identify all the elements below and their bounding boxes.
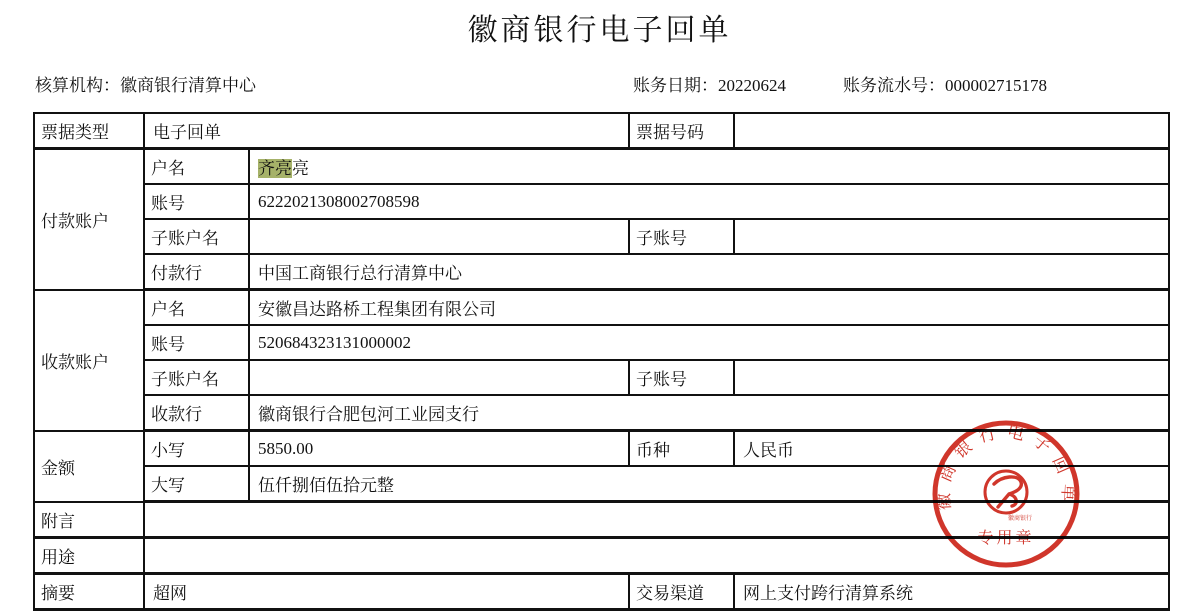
table-row-payee-account bbox=[34, 325, 1169, 360]
payee-name-label: 户名 bbox=[144, 290, 249, 326]
table-row-payee-name bbox=[34, 290, 1169, 326]
summary-value: 超网 bbox=[144, 574, 629, 610]
postscript-label: 附言 bbox=[34, 502, 144, 538]
payee-bank-label: 收款行 bbox=[144, 395, 249, 431]
payer-subname-label: 子账户名 bbox=[144, 219, 249, 254]
table-row-payer-subaccount bbox=[34, 219, 1169, 254]
payer-subaccount-label: 子账号 bbox=[629, 219, 734, 254]
table-row-bill-type bbox=[34, 113, 1169, 149]
table-row-payee-subaccount bbox=[34, 360, 1169, 395]
table-row-summary bbox=[34, 574, 1169, 610]
purpose-label: 用途 bbox=[34, 538, 144, 574]
payer-account-label: 账号 bbox=[144, 184, 249, 219]
table-row-payer-account bbox=[34, 184, 1169, 219]
amount-lower-value: 5850.00 bbox=[249, 431, 629, 467]
amount-lower-label: 小写 bbox=[144, 431, 249, 467]
receipt-table bbox=[33, 112, 1170, 611]
table-row-purpose bbox=[34, 538, 1169, 574]
accounting-org bbox=[35, 71, 256, 96]
table-row-postscript bbox=[34, 502, 1169, 538]
payee-bank-value: 徽商银行合肥包河工业园支行 bbox=[249, 395, 1169, 431]
purpose-value bbox=[144, 538, 1169, 574]
page-title: 徽商银行电子回单 bbox=[467, 14, 732, 47]
table-row-payee-bank bbox=[34, 395, 1169, 431]
payee-subname-value bbox=[249, 360, 629, 395]
accounting-serial-label: 账务流水号： bbox=[843, 76, 945, 95]
payer-section-label: 付款账户 bbox=[34, 149, 144, 290]
payer-bank-value: 中国工商银行总行清算中心 bbox=[249, 254, 1169, 290]
payee-account-value: 520684323131000002 bbox=[249, 325, 1169, 360]
payee-subname-label: 子账户名 bbox=[144, 360, 249, 395]
payee-name-value: 安徽昌达路桥工程集团有限公司 bbox=[249, 290, 1169, 326]
accounting-serial bbox=[843, 71, 1047, 96]
payee-account-label: 账号 bbox=[144, 325, 249, 360]
channel-label: 交易渠道 bbox=[629, 574, 734, 610]
payer-name-rest: 亮 bbox=[292, 159, 309, 178]
payer-name-highlighted: 齐亮 bbox=[258, 159, 292, 178]
summary-label: 摘要 bbox=[34, 574, 144, 610]
payer-name-value bbox=[249, 149, 1169, 185]
amount-upper-label: 大写 bbox=[144, 466, 249, 502]
accounting-date-label: 账务日期： bbox=[633, 76, 718, 95]
currency-value: 人民币 bbox=[734, 431, 1169, 467]
bill-type-label: 票据类型 bbox=[34, 113, 144, 149]
table-row-payer-name bbox=[34, 149, 1169, 185]
accounting-date-value: 20220624 bbox=[718, 76, 786, 95]
bill-no-value bbox=[734, 113, 1169, 149]
table-row-amount-words bbox=[34, 466, 1169, 502]
channel-value: 网上支付跨行清算系统 bbox=[734, 574, 1169, 610]
postscript-value bbox=[144, 502, 1169, 538]
payer-bank-label: 付款行 bbox=[144, 254, 249, 290]
payer-account-value: 6222021308002708598 bbox=[249, 184, 1169, 219]
bill-type-value: 电子回单 bbox=[144, 113, 629, 149]
currency-label: 币种 bbox=[629, 431, 734, 467]
table-row-amount-figures bbox=[34, 431, 1169, 467]
seal-arc-text: 徽商银行电子回单 bbox=[933, 421, 1079, 511]
payer-name-label: 户名 bbox=[144, 149, 249, 185]
seal-center-text: 徽商银行 bbox=[1007, 516, 1033, 522]
payee-subaccount-label: 子账号 bbox=[629, 360, 734, 395]
payee-section-label: 收款账户 bbox=[34, 290, 144, 431]
seal-bottom-text: 专用章 bbox=[977, 530, 1035, 547]
accounting-org-label: 核算机构： bbox=[35, 76, 120, 95]
payer-subname-value bbox=[249, 219, 629, 254]
bill-no-label: 票据号码 bbox=[629, 113, 734, 149]
amount-upper-value: 伍仟捌佰伍拾元整 bbox=[249, 466, 1169, 502]
accounting-serial-value: 000002715178 bbox=[945, 76, 1047, 95]
accounting-org-value: 徽商银行清算中心 bbox=[120, 76, 256, 95]
table-row-payer-bank bbox=[34, 254, 1169, 290]
amount-section-label: 金额 bbox=[34, 431, 144, 502]
payer-subaccount-value bbox=[734, 219, 1169, 254]
accounting-date bbox=[633, 71, 786, 96]
payee-subaccount-value bbox=[734, 360, 1169, 395]
